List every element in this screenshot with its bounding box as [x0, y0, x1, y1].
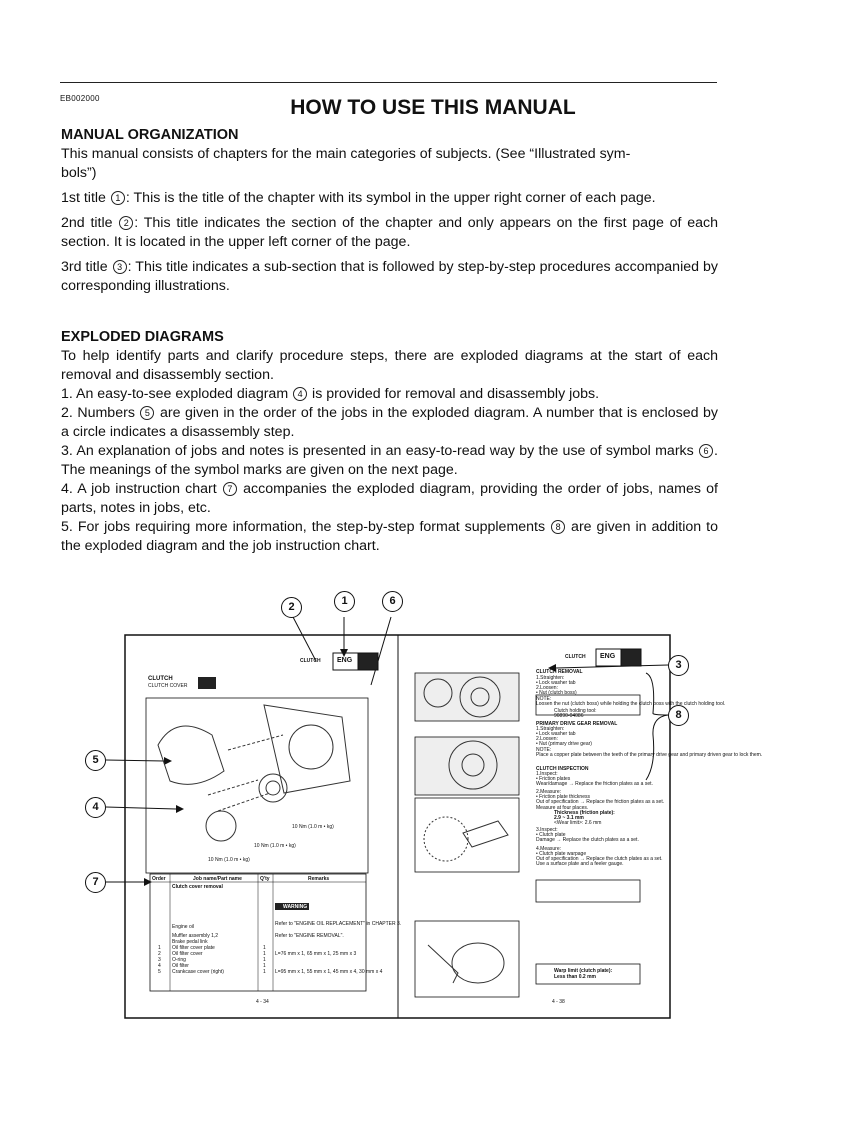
warning-label: WARNING	[283, 904, 308, 910]
step-line: 90890-04086	[554, 713, 584, 719]
step-line: • Clutch plate	[536, 832, 566, 838]
table-cell: 1	[158, 945, 161, 951]
step-line: • Lock washer tab	[536, 731, 576, 737]
step-line: Loosen the nut (clutch boss) while holding the clutch boss with the clutch holding tool.	[536, 701, 726, 707]
table-cell: Oil filter cover plate	[172, 945, 215, 951]
torque-label: 10 Nm (1.0 m • kg)	[254, 843, 296, 849]
table-cell: Oil filter	[172, 963, 189, 969]
left-page-number: 4 - 34	[256, 999, 269, 1005]
table-cell: Oil filter cover	[172, 951, 203, 957]
step-line: 1.Straighten:	[536, 675, 565, 681]
top-rule	[60, 82, 717, 83]
table-cell: 1	[263, 957, 266, 963]
document-code: EB002000	[60, 94, 100, 103]
manual-organization-section	[61, 126, 718, 302]
left-section-subtitle: CLUTCH COVER	[148, 683, 188, 689]
torque-label: 10 Nm (1.0 m • kg)	[292, 824, 334, 830]
right-chapter-label: CLUTCH	[565, 654, 586, 660]
step-line: • Nut (primary drive gear)	[536, 741, 592, 747]
step-line: • Nut (clutch boss)	[536, 690, 577, 696]
step-line: • Friction plates	[536, 776, 571, 782]
first-title-paragraph: 1st title 1 : This is the title of the chapter with its symbol in the upper right corner of each page.	[61, 190, 656, 206]
step-line: 2.Measure:	[536, 789, 562, 795]
callout-marker: 2	[281, 597, 302, 618]
step-line: Less than 0.2 mm	[554, 974, 596, 980]
list-item: 3. An explanation of jobs and notes is presented in an easy-to-read way by the use of symbol marks 6 . The meanings of the symbol marks are given on the next page.	[61, 443, 718, 478]
step-line: Place a copper plate between the teeth of the primary drive gear and primary driven gear to lock them.	[536, 752, 763, 758]
marker-2: 2	[119, 216, 133, 230]
right-page-number: 4 - 38	[552, 999, 565, 1005]
intro-line-2: bols”)	[61, 165, 97, 181]
left-chapter-symbol: ENG	[337, 657, 353, 664]
step-line: Wear/damage → Replace the friction plates as a set.	[536, 781, 653, 787]
table-cell: Crankcase cover (right)	[172, 969, 224, 975]
table-header: Job name/Part name	[193, 876, 242, 882]
step-line: 2.Loosen:	[536, 685, 558, 691]
table-cell: Muffler assembly 1,2	[172, 933, 219, 939]
table-header: Remarks	[308, 876, 330, 882]
table-cell: 4	[158, 963, 161, 969]
table-header: Q'ty	[260, 876, 270, 882]
page-title: HOW TO USE THIS MANUAL	[290, 96, 576, 119]
step-line: • Friction plate thickness	[536, 794, 590, 800]
list-item: 5. For jobs requiring more information, the step-by-step format supplements 8 are given in addition to the exploded diagram and the job instruction chart.	[61, 519, 718, 554]
step-line: • Clutch plate warpage	[536, 851, 587, 857]
table-cell: 2	[158, 951, 161, 957]
manual-organization-heading: MANUAL ORGANIZATION	[61, 127, 239, 143]
left-chapter-label: CLUTCH	[300, 658, 321, 664]
table-cell: 5	[158, 969, 161, 975]
callout-marker: 3	[668, 655, 689, 676]
marker-1: 1	[111, 191, 125, 205]
step-line: Measure at four places.	[536, 805, 589, 811]
table-cell: L=95 mm x 1, 55 mm x 1, 45 mm x 4, 30 mm x 4	[275, 969, 383, 975]
exploded-intro: To help identify parts and clarify procedure steps, there are exploded diagrams at the start of each removal and disassembly section.	[61, 348, 718, 383]
step-line: NOTE:	[536, 747, 552, 753]
step-line: 2.9 ~ 3.1 mm	[554, 815, 584, 821]
intro-line-1: This manual consists of chapters for the main categories of subjects. (See “Illustrated sym-	[61, 146, 631, 162]
table-cell: Brake pedal link	[172, 939, 208, 945]
table-cell: L=76 mm x 1, 65 mm x 1, 25 mm x 3	[275, 951, 357, 957]
step-line: Warp limit (clutch plate):	[554, 968, 613, 974]
step-line: 2.Loosen:	[536, 736, 558, 742]
step-line: Clutch holding tool:	[554, 708, 597, 714]
table-cell: 1	[263, 945, 266, 951]
table-cell: 1	[263, 951, 266, 957]
callout-marker: 5	[85, 750, 106, 771]
step-line: CLUTCH INSPECTION	[536, 766, 589, 772]
step-line: 3.Inspect:	[536, 827, 558, 833]
exploded-diagrams-section	[61, 328, 718, 556]
torque-label: 10 Nm (1.0 m • kg)	[208, 857, 250, 863]
table-cell: Refer to "ENGINE REMOVAL".	[275, 933, 344, 939]
step-line: 1.Inspect:	[536, 771, 558, 777]
table-cell: Refer to "ENGINE OIL REPLACEMENT" in CHAPTER 3.	[275, 921, 402, 927]
step-line: <Wear limit>: 2.6 mm	[554, 820, 602, 826]
table-header: Order	[152, 876, 166, 882]
marker-3: 3	[113, 260, 127, 274]
list-item: 2. Numbers 5 are given in the order of the jobs in the exploded diagram. A number that is enclosed by a circle indicates a disassembly step.	[61, 405, 718, 440]
left-section-title: CLUTCH	[148, 676, 173, 682]
job-title: Clutch cover removal	[172, 884, 223, 890]
sample-pages-figure	[78, 585, 763, 1020]
table-cell: 1	[263, 963, 266, 969]
list-item: 4. A job instruction chart 7 accompanies the exploded diagram, providing the order of jobs, names of parts, notes in jobs, etc.	[61, 481, 718, 516]
step-line: NOTE:	[536, 696, 552, 702]
callout-marker: 4	[85, 797, 106, 818]
step-line: 1.Straighten:	[536, 726, 565, 732]
step-line: Damage → Replace the clutch plates as a set.	[536, 837, 639, 843]
step-line: Out of specification → Replace the clutch plates as a set.	[536, 856, 663, 862]
exploded-diagrams-heading: EXPLODED DIAGRAMS	[61, 329, 224, 345]
callout-marker: 7	[85, 872, 106, 893]
step-line: 4.Measure:	[536, 846, 562, 852]
list-item: 1. An easy-to-see exploded diagram 4 is provided for removal and disassembly jobs.	[61, 386, 600, 402]
second-title-paragraph: 2nd title 2 : This title indicates the section of the chapter and only appears on the first page of each section. It is located in the upper left corner of the page.	[61, 215, 718, 250]
right-chapter-symbol: ENG	[600, 653, 616, 660]
step-line: CLUTCH REMOVAL	[536, 669, 583, 675]
step-line: PRIMARY DRIVE GEAR REMOVAL	[536, 721, 618, 727]
table-cell: O-ring	[172, 957, 186, 963]
callout-marker: 8	[668, 705, 689, 726]
step-line: Thickness (friction plate):	[554, 810, 615, 816]
callout-marker: 6	[382, 591, 403, 612]
step-line: Out of specification → Replace the friction plates as a set.	[536, 799, 665, 805]
third-title-paragraph: 3rd title 3 : This title indicates a sub-section that is followed by step-by-step procedures accompanied by corresponding illustrations.	[61, 259, 718, 294]
table-cell: 1	[263, 969, 266, 975]
step-line: • Lock washer tab	[536, 680, 576, 686]
step-line: Use a surface plate and a feeler gauge.	[536, 861, 624, 867]
table-cell: Engine oil	[172, 924, 194, 930]
table-cell: 3	[158, 957, 161, 963]
callout-marker: 1	[334, 591, 355, 612]
